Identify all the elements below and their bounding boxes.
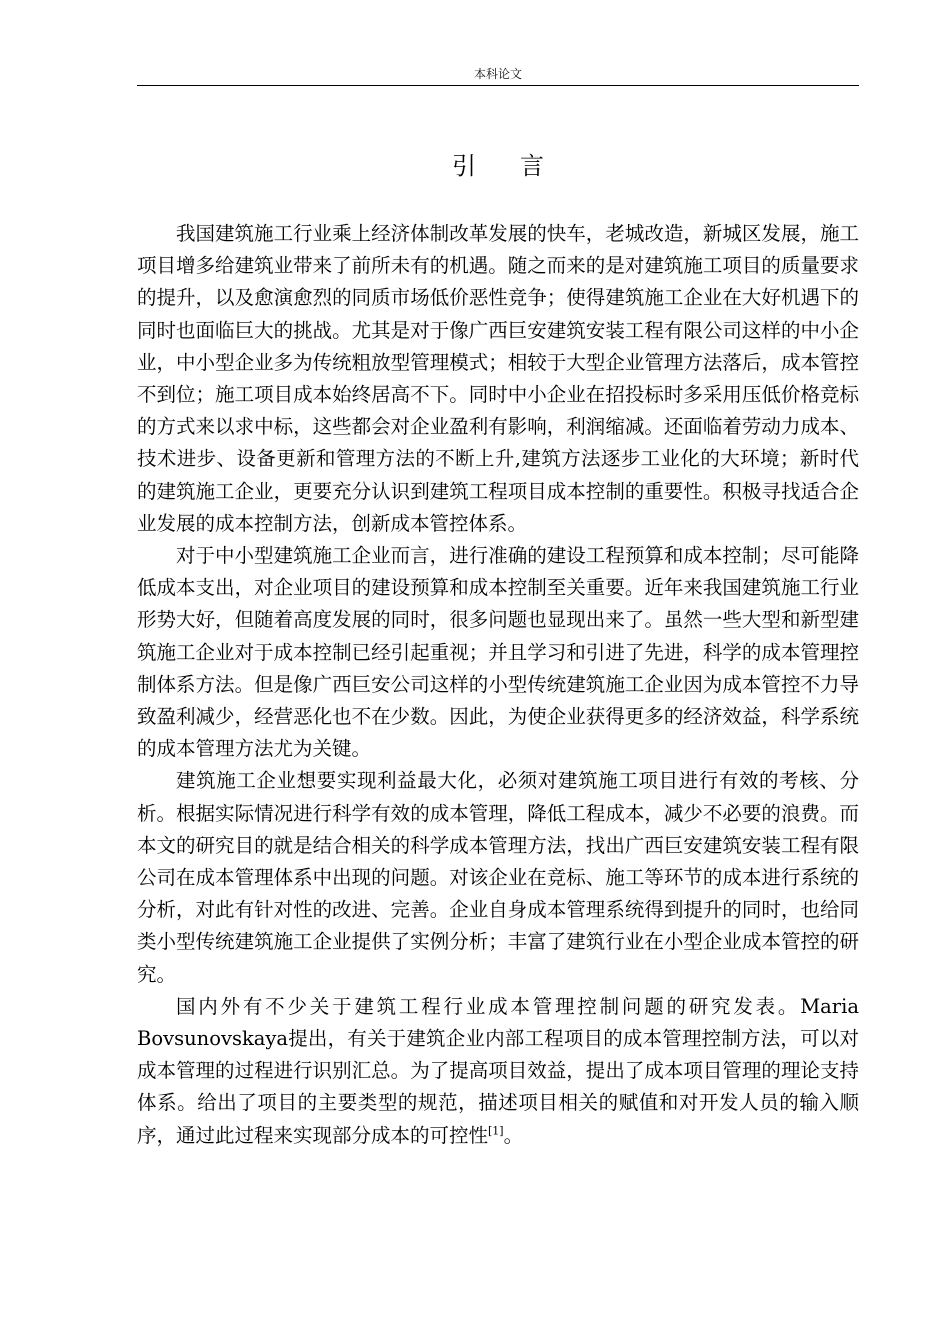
paragraph-4 bbox=[137, 991, 859, 1152]
paragraph-4-text: 国内外有不少关于建筑工程行业成本管理控制问题的研究发表。Maria Bovsunovskaya提出，有关于建筑企业内部工程项目的成本管理控制方法，可以对成本管理的过程进行识别汇总。为了提高项目效益，提出了成本项目管理的理论支持体系。给出了项目的主要类型的规范，描述项目相关的赋值和对开发人员的输入顺序，通过此过程来实现部分成本的可控性 bbox=[137, 994, 859, 1147]
section-title: 引言 bbox=[452, 152, 588, 180]
citation-ref[interactable]: [1] bbox=[488, 1124, 504, 1138]
running-header: 本科论文 bbox=[473, 67, 522, 81]
header-rule bbox=[137, 85, 859, 86]
paragraph-3: 建筑施工企业想要实现利益最大化，必须对建筑施工项目进行有效的考核、分析。根据实际情况进行科学有效的成本管理，降低工程成本，减少不必要的浪费。而本文的研究目的就是结合相关的科学成本管理方法，找出广西巨安建筑安装工程有限公司在成本管理体系中出现的问题。对该企业在竞标、施工等环节的成本进行系统的分析，对此有针对性的改进、完善。企业自身成本管理系统得到提升的同时，也给同类小型传统建筑施工企业提供了实例分析；丰富了建筑行业在小型企业成本管控的研究。 bbox=[137, 769, 859, 986]
paragraph-4-end: 。 bbox=[503, 1123, 524, 1147]
body-text bbox=[137, 218, 859, 1152]
paragraph-1: 我国建筑施工行业乘上经济体制改革发展的快车，老城改造，新城区发展，施工项目增多给建筑业带来了前所未有的机遇。随之而来的是对建筑施工项目的质量要求的提升，以及愈演愈烈的同质市场低价恶性竞争；使得建筑施工企业在大好机遇下的同时也面临巨大的挑战。尤其是对于像广西巨安建筑安装工程有限公司这样的中小企业，中小型企业多为传统粗放型管理模式；相较于大型企业管理方法落后，成本管控不到位；施工项目成本始终居高不下。同时中小企业在招投标时多采用压低价格竞标的方式来以求中标，这些都会对企业盈利有影响，利润缩减。还面临着劳动力成本、技术进步、设备更新和管理方法的不断上升,建筑方法逐步工业化的大环境；新时代的建筑施工企业，更要充分认识到建筑工程项目成本控制的重要性。积极寻找适合企业发展的成本控制方法，创新成本管控体系。 bbox=[137, 222, 859, 535]
paragraph-2: 对于中小型建筑施工企业而言，进行准确的建设工程预算和成本控制；尽可能降低成本支出，对企业项目的建设预算和成本控制至关重要。近年来我国建筑施工行业形势大好，但随着高度发展的同时，很多问题也显现出来了。虽然一些大型和新型建筑施工企业对于成本控制已经引起重视；并且学习和引进了先进，科学的成本管理控制体系方法。但是像广西巨安公司这样的小型传统建筑施工企业因为成本管控不力导致盈利减少，经营恶化也不在少数。因此，为使企业获得更多的经济效益，科学系统的成本管理方法尤为关键。 bbox=[137, 544, 859, 761]
